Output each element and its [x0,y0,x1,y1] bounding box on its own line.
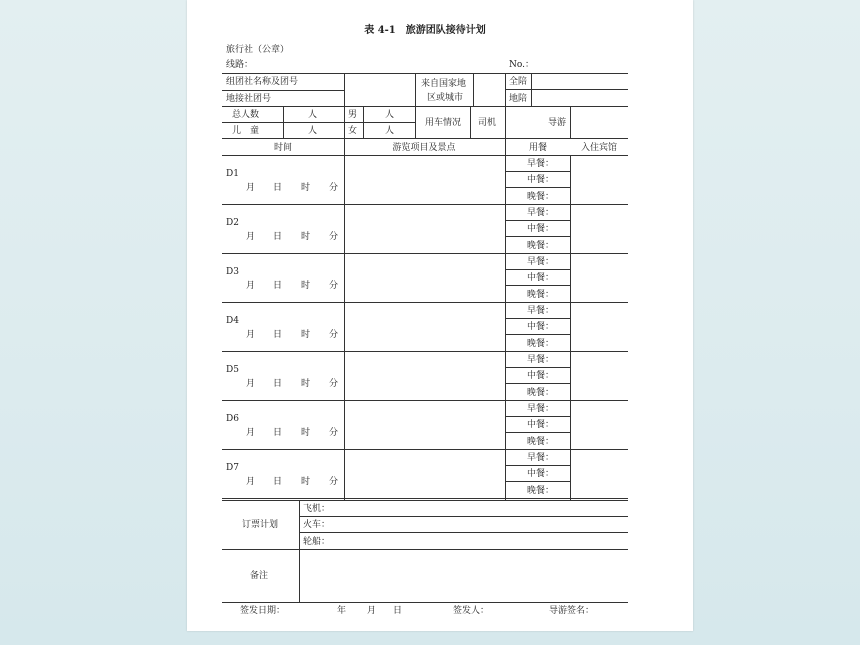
month-unit: 月 [246,428,256,438]
hotel-column-header: 入住宾馆 [580,143,618,153]
rule [222,549,628,550]
day-unit: 日 [273,477,283,487]
lunch-label: 中餐： [527,224,555,234]
day-label: D7 [226,463,239,473]
agency-stamp-label: 旅行社（公章） [226,45,290,55]
breakfast-label: 早餐： [527,208,555,218]
rule [505,367,570,368]
rule [505,334,570,335]
total-people-label: 总人数 [232,110,260,120]
hour-unit: 时 [301,330,311,340]
rule [222,253,628,254]
rule [222,122,415,123]
rule [344,73,345,155]
rule [505,416,570,417]
local-agency-label: 地接社团号 [226,94,272,104]
person-unit: 人 [385,110,395,120]
rule [222,449,628,450]
from-country-label-2: 区或城市 [427,93,464,103]
minute-unit: 分 [329,477,339,487]
lunch-label: 中餐： [527,420,555,430]
guide-label: 导游 [548,118,567,128]
day-unit: 日 [273,281,283,291]
hour-unit: 时 [301,477,311,487]
minute-unit: 分 [329,330,339,340]
person-unit: 人 [308,110,318,120]
breakfast-label: 早餐： [527,404,555,414]
rule [570,106,571,138]
full-guide-label: 全陪 [509,77,528,87]
lunch-label: 中餐： [527,371,555,381]
breakfast-label: 早餐： [527,257,555,267]
lunch-label: 中餐： [527,322,555,332]
serial-no-label: No.： [509,60,534,70]
issue-date-label: 签发日期： [240,606,286,616]
month-unit: 月 [246,330,256,340]
rule [222,302,628,303]
rule [415,73,416,106]
rule [222,500,628,501]
rule [222,400,628,401]
month-unit: 月 [246,379,256,389]
rule [222,602,628,603]
form-sheet [187,0,693,631]
rule [505,481,570,482]
rule [505,138,506,500]
person-unit: 人 [308,126,318,136]
dinner-label: 晚餐： [527,241,555,251]
from-country-label-1: 来自国家地 [421,79,467,89]
local-guide-label: 地陪 [509,94,528,104]
month-unit: 月 [367,606,377,616]
hour-unit: 时 [301,428,311,438]
day-unit: 日 [273,379,283,389]
day-label: D2 [226,218,239,228]
day-unit: 日 [393,606,403,616]
day-label: D3 [226,267,239,277]
rule [470,106,471,138]
rule [222,498,628,499]
itinerary-column-header: 游览项目及景点 [392,143,456,153]
day-unit: 日 [273,330,283,340]
day-unit: 日 [273,428,283,438]
rule [222,138,628,139]
booking-plan-label: 订票计划 [242,520,279,530]
rule [505,465,570,466]
lunch-label: 中餐： [527,469,555,479]
rule [505,383,570,384]
vehicle-label: 用车情况 [425,118,462,128]
hour-unit: 时 [301,379,311,389]
dinner-label: 晚餐： [527,339,555,349]
hour-unit: 时 [301,232,311,242]
month-unit: 月 [246,281,256,291]
person-unit: 人 [385,126,395,136]
hour-unit: 时 [301,183,311,193]
lunch-label: 中餐： [527,273,555,283]
children-label: 儿 童 [232,126,260,136]
minute-unit: 分 [329,183,339,193]
rule [505,236,570,237]
rule [299,532,628,533]
rule [505,432,570,433]
remarks-label: 备注 [250,571,269,581]
route-label: 线路： [226,60,254,70]
rule [222,204,628,205]
minute-unit: 分 [329,281,339,291]
minute-unit: 分 [329,232,339,242]
minute-unit: 分 [329,379,339,389]
rule [505,269,570,270]
month-unit: 月 [246,183,256,193]
dinner-label: 晚餐： [527,290,555,300]
rule [505,89,628,90]
rule [299,516,628,517]
breakfast-label: 早餐： [527,453,555,463]
form-title: 表 4-1 旅游团队接待计划 [364,25,486,36]
dinner-label: 晚餐： [527,192,555,202]
rule [363,106,364,138]
day-label: D6 [226,414,239,424]
rule [222,73,628,74]
rule [222,155,628,156]
group-name-label: 组团社名称及团号 [226,77,299,87]
issuer-label: 签发人： [453,606,490,616]
male-label: 男 [348,110,358,120]
day-unit: 日 [273,232,283,242]
rule [505,187,570,188]
rule [222,351,628,352]
lunch-label: 中餐： [527,175,555,185]
day-label: D4 [226,316,239,326]
rule [505,171,570,172]
rule [222,90,345,91]
train-label: 火车： [303,520,331,530]
rule [505,220,570,221]
driver-label: 司机 [478,118,497,128]
month-unit: 月 [246,232,256,242]
day-label: D5 [226,365,239,375]
day-label: D1 [226,169,239,179]
rule [505,318,570,319]
rule [531,73,532,106]
dinner-label: 晚餐： [527,388,555,398]
year-unit: 年 [337,606,347,616]
month-unit: 月 [246,477,256,487]
dinner-label: 晚餐： [527,486,555,496]
female-label: 女 [348,126,358,136]
minute-unit: 分 [329,428,339,438]
meals-column-header: 用餐 [528,143,548,153]
guide-signature-label: 导游签名： [549,606,595,616]
rule [473,73,474,106]
hour-unit: 时 [301,281,311,291]
rule [505,285,570,286]
breakfast-label: 早餐： [527,159,555,169]
rule [283,106,284,138]
breakfast-label: 早餐： [527,355,555,365]
breakfast-label: 早餐： [527,306,555,316]
plane-label: 飞机： [303,504,331,514]
dinner-label: 晚餐： [527,437,555,447]
ship-label: 轮船： [303,537,331,547]
time-column-header: 时间 [273,143,293,153]
day-unit: 日 [273,183,283,193]
rule [415,106,416,138]
